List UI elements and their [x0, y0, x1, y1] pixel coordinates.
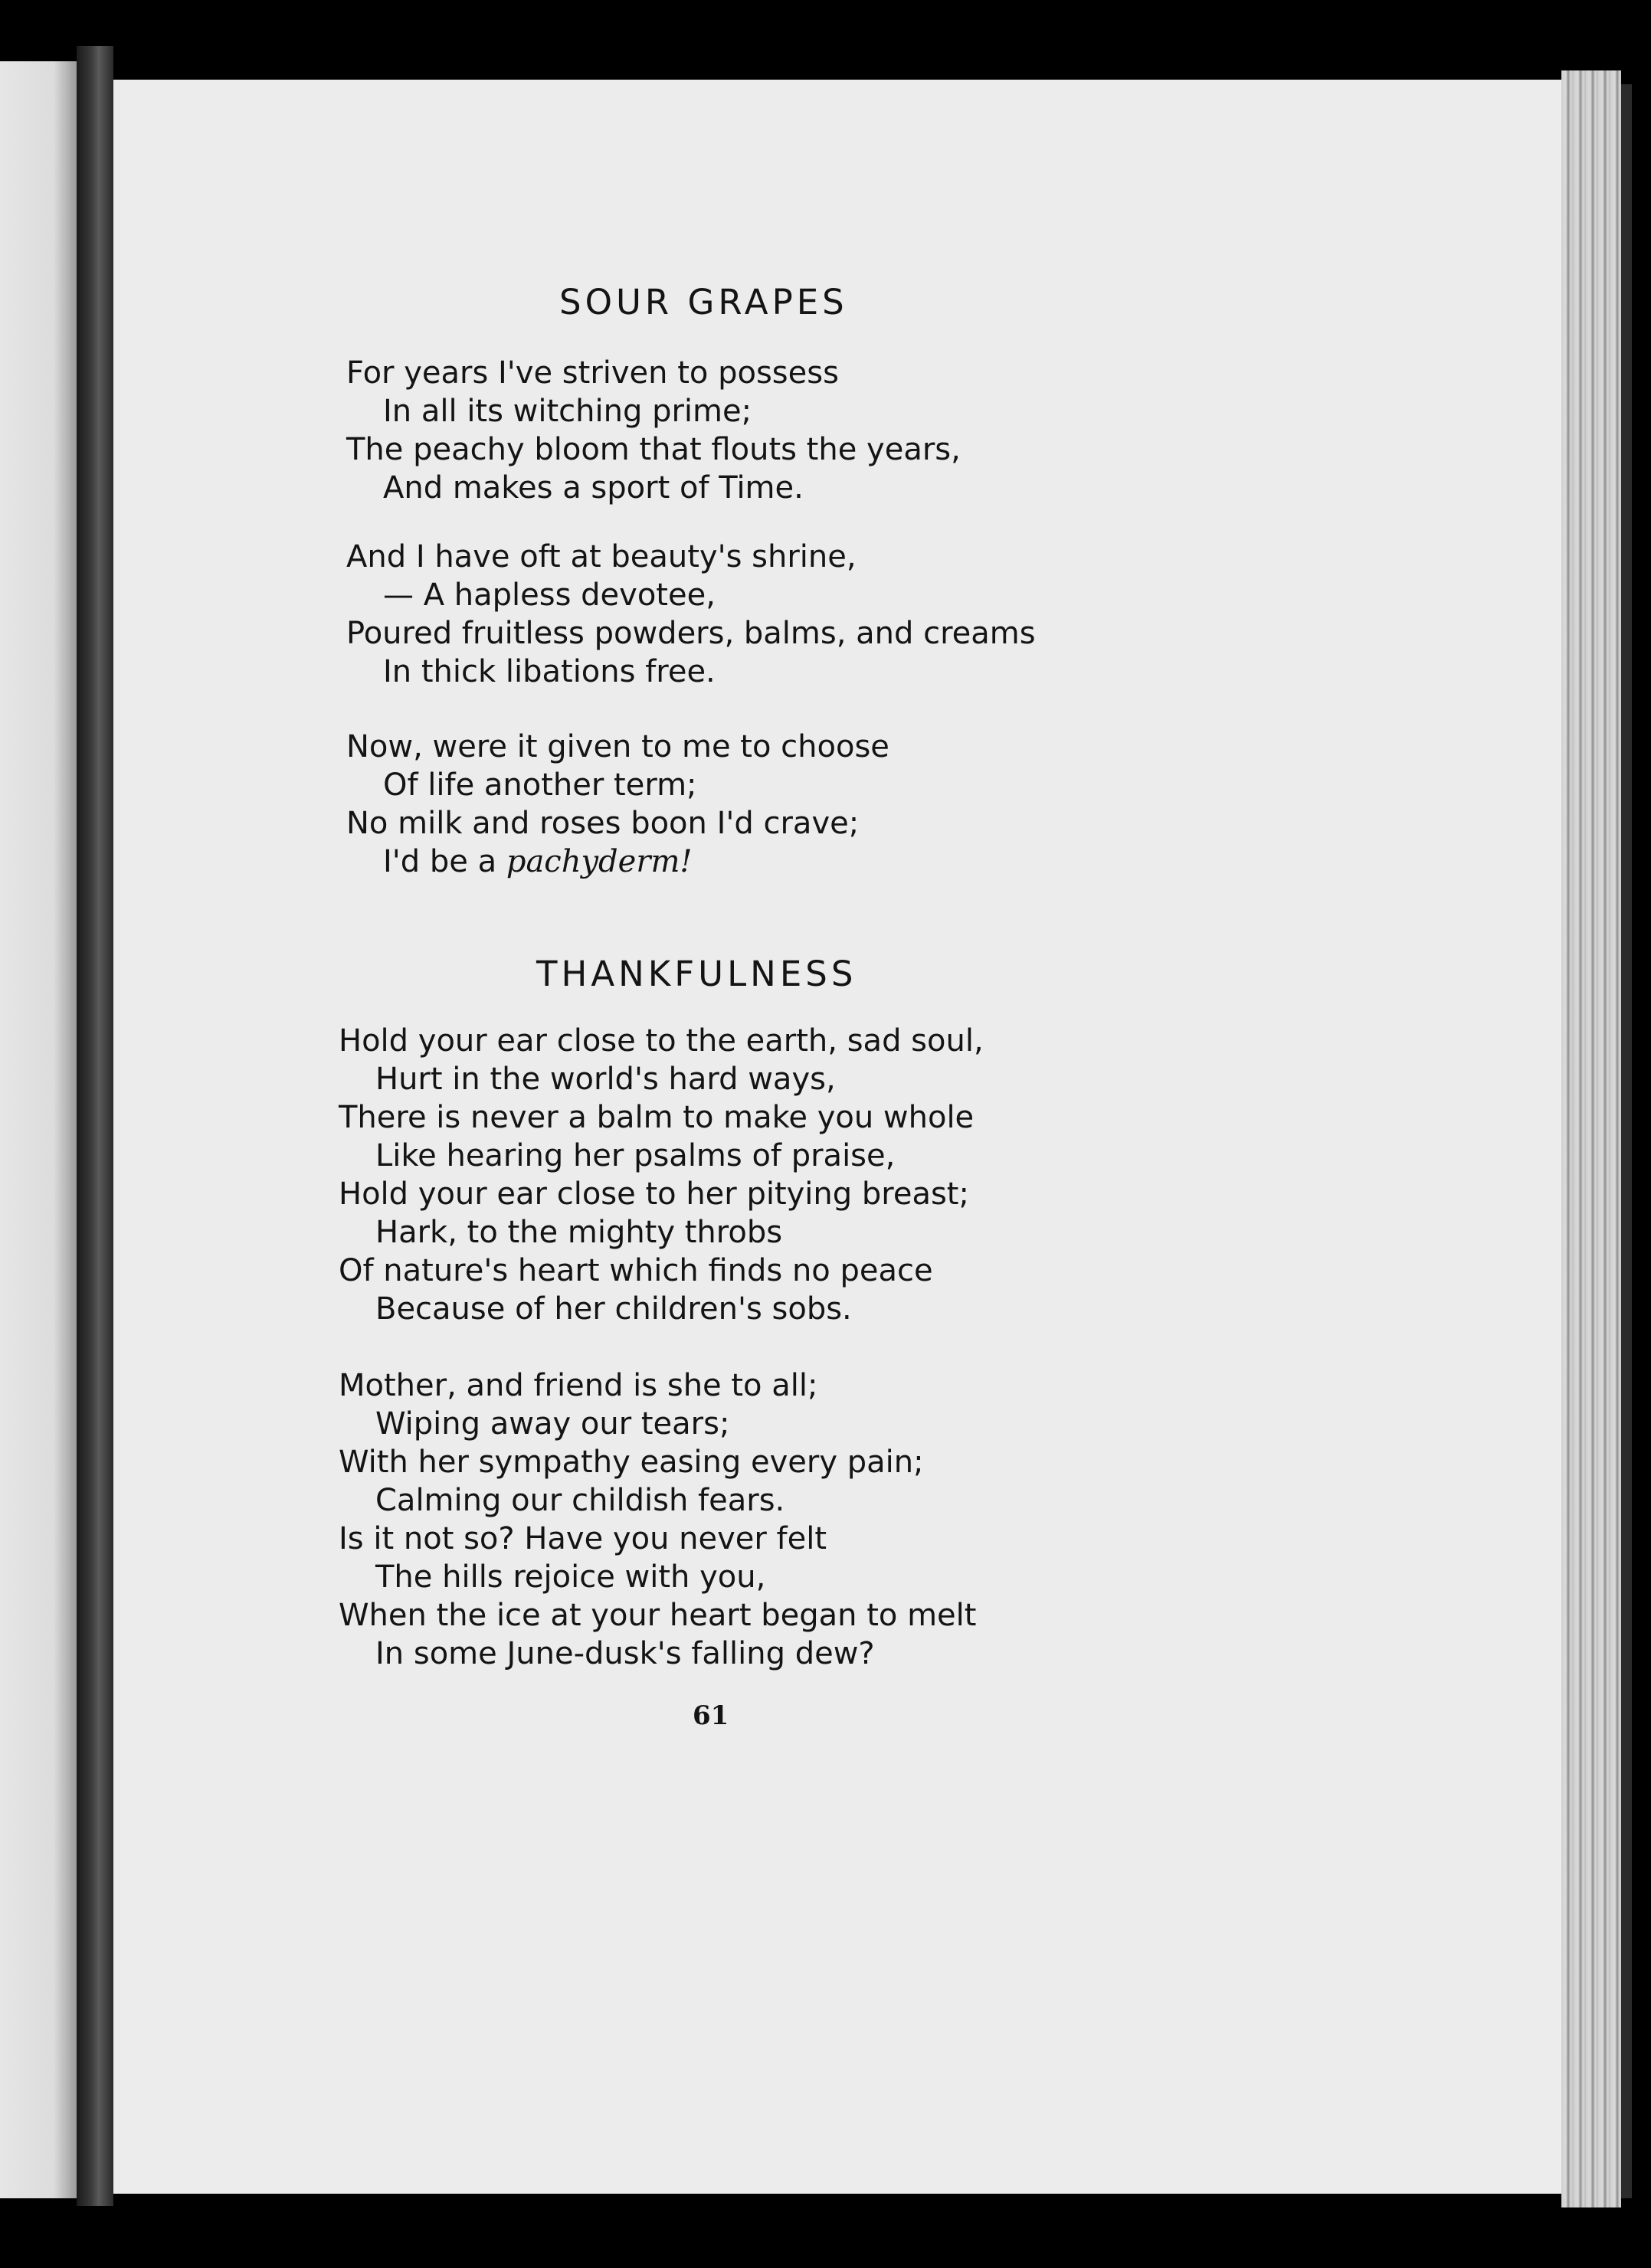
page-number: 61: [693, 1700, 729, 1731]
poem-line: There is never a balm to make you whole: [339, 1100, 975, 1135]
poem-line: Hold your ear close to the earth, sad soul,: [339, 1023, 984, 1059]
stanza: [346, 354, 961, 507]
poem-line: The peachy bloom that flouts the years,: [346, 432, 961, 467]
poem-line: Poured fruitless powders, balms, and creams: [346, 616, 1036, 651]
poem-line: — A hapless devotee,: [383, 578, 716, 613]
poem-line: Is it not so? Have you never felt: [339, 1521, 827, 1556]
poem-line: For years I've striven to possess: [346, 355, 839, 391]
poem-line: When the ice at your heart began to melt: [339, 1598, 977, 1633]
facing-page-edge: [0, 61, 77, 2198]
poem-line: Mother, and friend is she to all;: [339, 1368, 818, 1403]
stanza: [339, 1022, 984, 1328]
poem-line: The hills rejoice with you,: [375, 1559, 766, 1595]
poem-line: In all its witching prime;: [383, 394, 752, 429]
poem-line: [346, 843, 889, 881]
poem-line-text: I'd be a: [383, 844, 506, 879]
poem-line: In thick libations free.: [383, 654, 716, 689]
poem-title-thankfulness: THANKFULNESS: [536, 954, 857, 994]
poem-line: Now, were it given to me to choose: [346, 729, 889, 764]
poem-line: Hurt in the world's hard ways,: [375, 1062, 836, 1097]
page-block-edges: [1561, 70, 1621, 2207]
poem-title-sour-grapes: SOUR GRAPES: [559, 282, 848, 322]
poem-line: With her sympathy easing every pain;: [339, 1445, 924, 1480]
poem-line: Hark, to the mighty throbs: [375, 1215, 783, 1250]
stanza: [346, 728, 889, 881]
poem-line: No milk and roses boon I'd crave;: [346, 806, 860, 841]
poem-line: And I have oft at beauty's shrine,: [346, 539, 857, 574]
stanza: [346, 538, 1036, 691]
stanza: [339, 1366, 976, 1673]
poem-line: And makes a sport of Time.: [383, 470, 804, 506]
poem-line: Calming our childish fears.: [375, 1483, 785, 1518]
poem-line: Like hearing her psalms of praise,: [375, 1138, 896, 1173]
poem-line: Of nature's heart which finds no peace: [339, 1253, 933, 1288]
poem-line: In some June-dusk's falling dew?: [375, 1636, 875, 1671]
book-cover-edge: [1621, 84, 1632, 2198]
poem-line: Of life another term;: [383, 767, 697, 803]
poem-line: Wiping away our tears;: [375, 1406, 730, 1442]
book-gutter: [77, 46, 113, 2206]
poem-line: Hold your ear close to her pitying breast;: [339, 1177, 969, 1212]
italic-word: pachyderm!: [506, 844, 693, 879]
poem-line: Because of her children's sobs.: [375, 1291, 852, 1327]
